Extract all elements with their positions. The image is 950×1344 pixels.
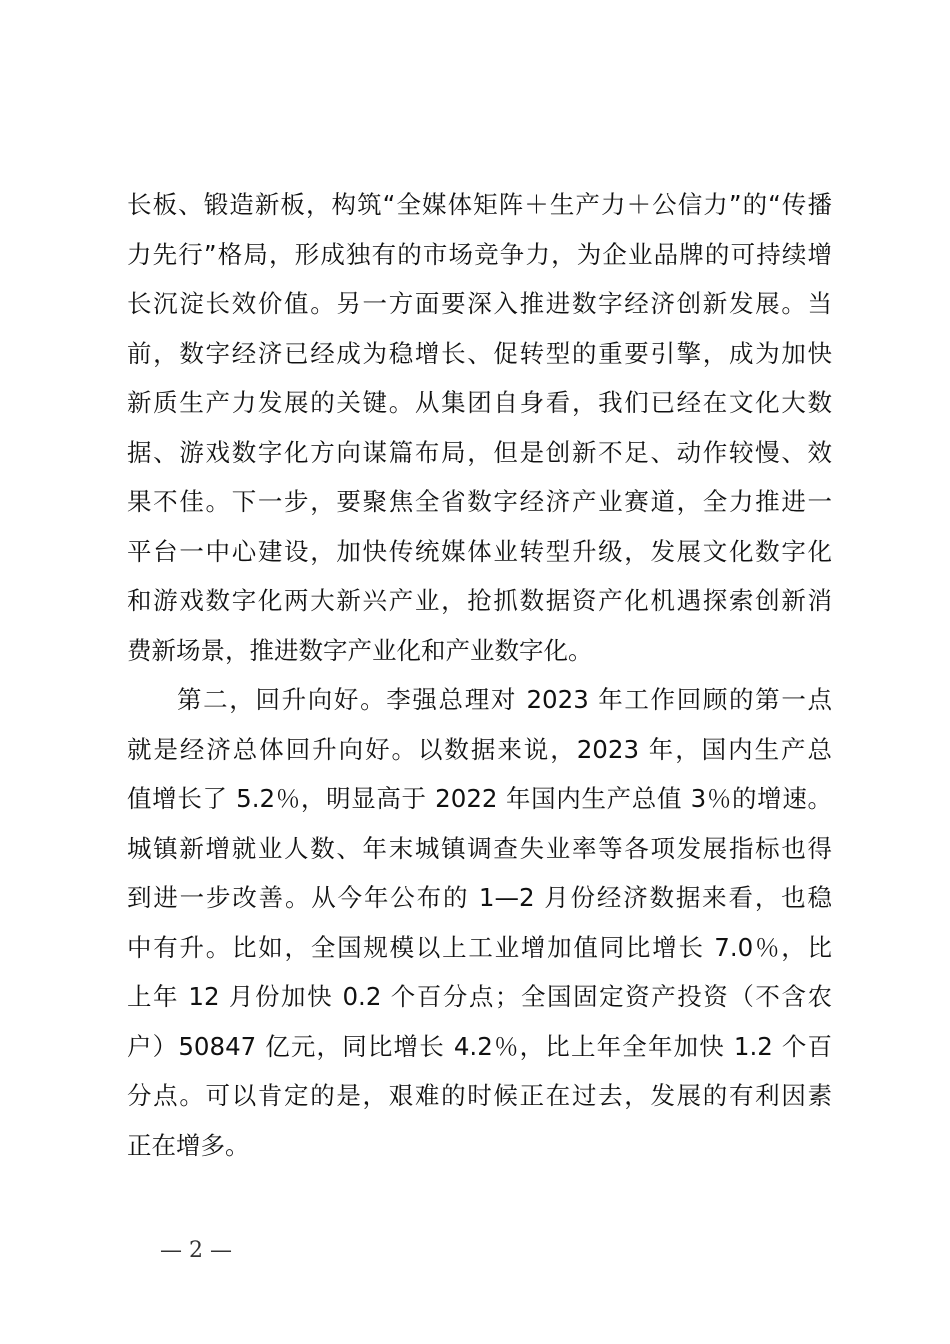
text-line: 值增长了 5.2％，明显高于 2022 年国内生产总值 3％的增速。 xyxy=(127,784,832,813)
text-line: 长沉淀长效价值。另一方面要深入推进数字经济创新发展。当 xyxy=(127,289,832,318)
page-number: — 2 — xyxy=(160,1238,232,1263)
text-line: 新质生产力发展的关键。从集团自身看，我们已经在文化大数 xyxy=(127,388,832,417)
text-line: 费新场景，推进数字产业化和产业数字化。 xyxy=(127,635,593,665)
text-line: 第二，回升向好。李强总理对 2023 年工作回顾的第一点 xyxy=(177,685,832,714)
document-body xyxy=(127,180,832,1170)
text-line: 前，数字经济已经成为稳增长、促转型的重要引擎，成为加快 xyxy=(127,338,832,368)
text-line: 上年 12 月份加快 0.2 个百分点；全国固定资产投资（不含农 xyxy=(127,982,832,1011)
text-line: 长板、锻造新板，构筑“全媒体矩阵＋生产力＋公信力”的“传播 xyxy=(127,190,832,219)
text-line: 据、游戏数字化方向谋篇布局，但是创新不足、动作较慢、效 xyxy=(127,437,832,467)
text-line: 分点。可以肯定的是，艰难的时候正在过去，发展的有利因素 xyxy=(127,1081,832,1110)
text-line: 力先行”格局，形成独有的市场竞争力，为企业品牌的可持续增 xyxy=(127,239,832,269)
text-line: 果不佳。下一步，要聚焦全省数字经济产业赛道，全力推进一 xyxy=(127,487,832,516)
text-line: 中有升。比如，全国规模以上工业增加值同比增长 7.0％，比 xyxy=(127,932,832,962)
paragraph-2 xyxy=(127,675,832,1170)
text-line: 城镇新增就业人数、年末城镇调查失业率等各项发展指标也得 xyxy=(127,833,832,863)
paragraph-1 xyxy=(127,180,832,675)
text-line: 正在增多。 xyxy=(127,1130,250,1160)
text-line: 户）50847 亿元，同比增长 4.2％，比上年全年加快 1.2 个百 xyxy=(127,1031,832,1061)
text-line: 就是经济总体回升向好。以数据来说，2023 年，国内生产总 xyxy=(127,734,832,764)
text-line: 和游戏数字化两大新兴产业，抢抓数据资产化机遇探索创新消 xyxy=(127,586,832,615)
text-line: 平台一中心建设，加快传统媒体业转型升级，发展文化数字化 xyxy=(127,536,832,566)
text-line: 到进一步改善。从今年公布的 1—2 月份经济数据来看，也稳 xyxy=(127,883,832,912)
